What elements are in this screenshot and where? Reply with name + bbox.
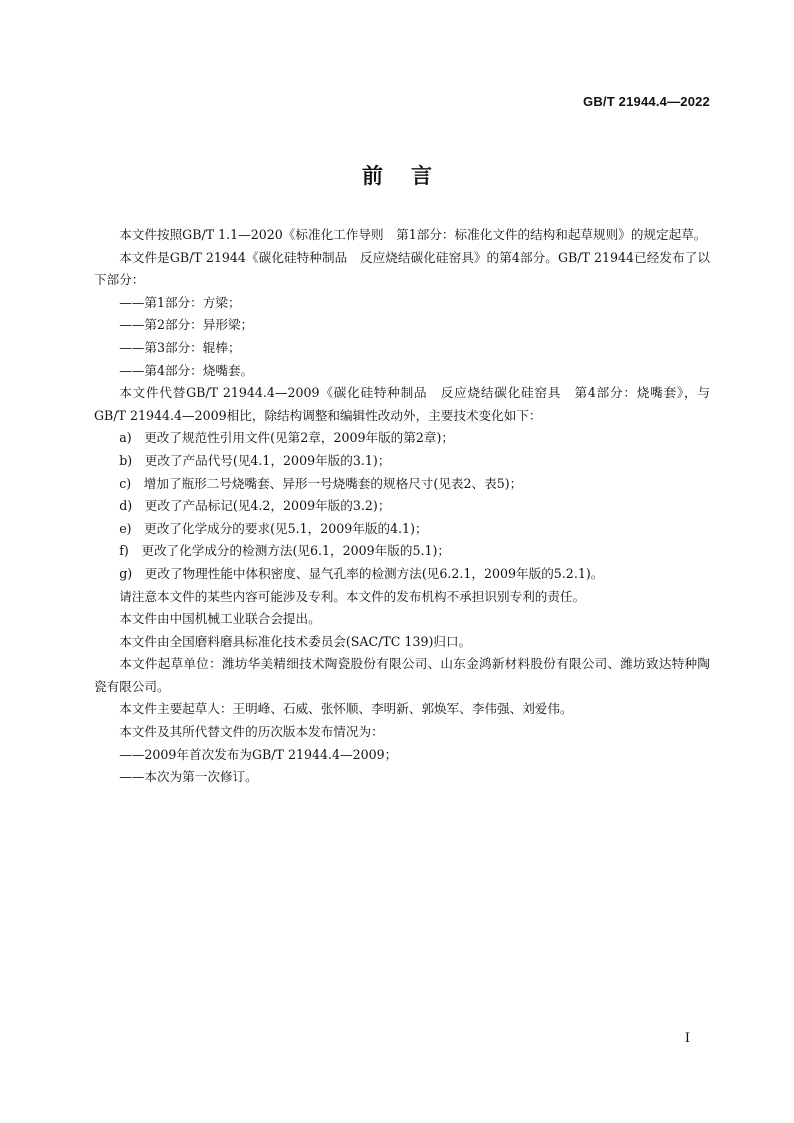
paragraph: 本文件及其所代替文件的历次版本发布情况为： [119, 724, 384, 740]
page-number: I [684, 1031, 690, 1046]
part-list-item: ——第4部分：烧嘴套。 [119, 362, 254, 378]
history-list-item: ——2009年首次发布为GB/T 21944.4—2009； [119, 746, 398, 762]
paragraph: 本文件起草单位：潍坊华美精细技术陶瓷股份有限公司、山东金鸿新材料股份有限公司、潍坊致达特种陶瓷有限公司。 [94, 656, 710, 694]
paragraph: 本文件主要起草人：王明峰、石威、张怀顺、李明新、郭焕军、李伟强、刘爱伟。 [119, 701, 573, 717]
paragraph: 本文件是GB/T 21944《碳化硅特种制品 反应烧结碳化硅窑具》的第4部分。GB/T 21944已经发布了以下部分： [94, 249, 710, 288]
paragraph: 本文件由中国机械工业联合会提出。 [119, 611, 321, 627]
page-title: 前言 [362, 164, 460, 188]
change-list-item: b) 更改了产品代号(见4.1，2009年版的3.1)； [119, 452, 391, 468]
paragraph: 请注意本文件的某些内容可能涉及专利。本文件的发布机构不承担识别专利的责任。 [119, 588, 586, 604]
change-list-item: e) 更改了化学成分的要求(见5.1，2009年版的4.1)； [119, 520, 428, 536]
paragraph: 本文件由全国磨料磨具标准化技术委员会(SAC/TC 139)归口。 [119, 633, 472, 649]
part-list-item: ——第1部分：方梁； [119, 294, 241, 310]
paragraph: 本文件按照GB/T 1.1—2020《标准化工作导则 第1部分：标准化文件的结构和起草规则》的规定起草。 [119, 227, 707, 242]
part-list-item: ——第3部分：辊棒； [119, 339, 241, 355]
change-list-item: d) 更改了产品标记(见4.2，2009年版的3.2)； [119, 498, 391, 514]
standard-code: GB/T 21944.4—2022 [583, 94, 710, 109]
part-list-item: ——第2部分：异形梁； [119, 317, 254, 333]
change-list-item: g) 更改了物理性能中体积密度、显气孔率的检测方法(见6.2.1，2009年版的5.2.1)。 [119, 565, 604, 581]
foreword-body [94, 224, 710, 789]
change-list-item: f) 更改了化学成分的检测方法(见6.1，2009年版的5.1)； [119, 543, 450, 559]
paragraph: 本文件代替GB/T 21944.4—2009《碳化硅特种制品 反应烧结碳化硅窑具 第4部分：烧嘴套》，与GB/T 21944.4—2009相比，除结构调整和编辑性改动外，主要技术变化如下： [94, 385, 710, 423]
change-list-item: a) 更改了规范性引用文件(见第2章，2009年版的第2章)； [119, 430, 454, 446]
change-list-item: c) 增加了瓶形二号烧嘴套、异形一号烧嘴套的规格尺寸(见表2、表5)； [119, 475, 523, 491]
history-list-item: ——本次为第一次修订。 [119, 769, 258, 785]
